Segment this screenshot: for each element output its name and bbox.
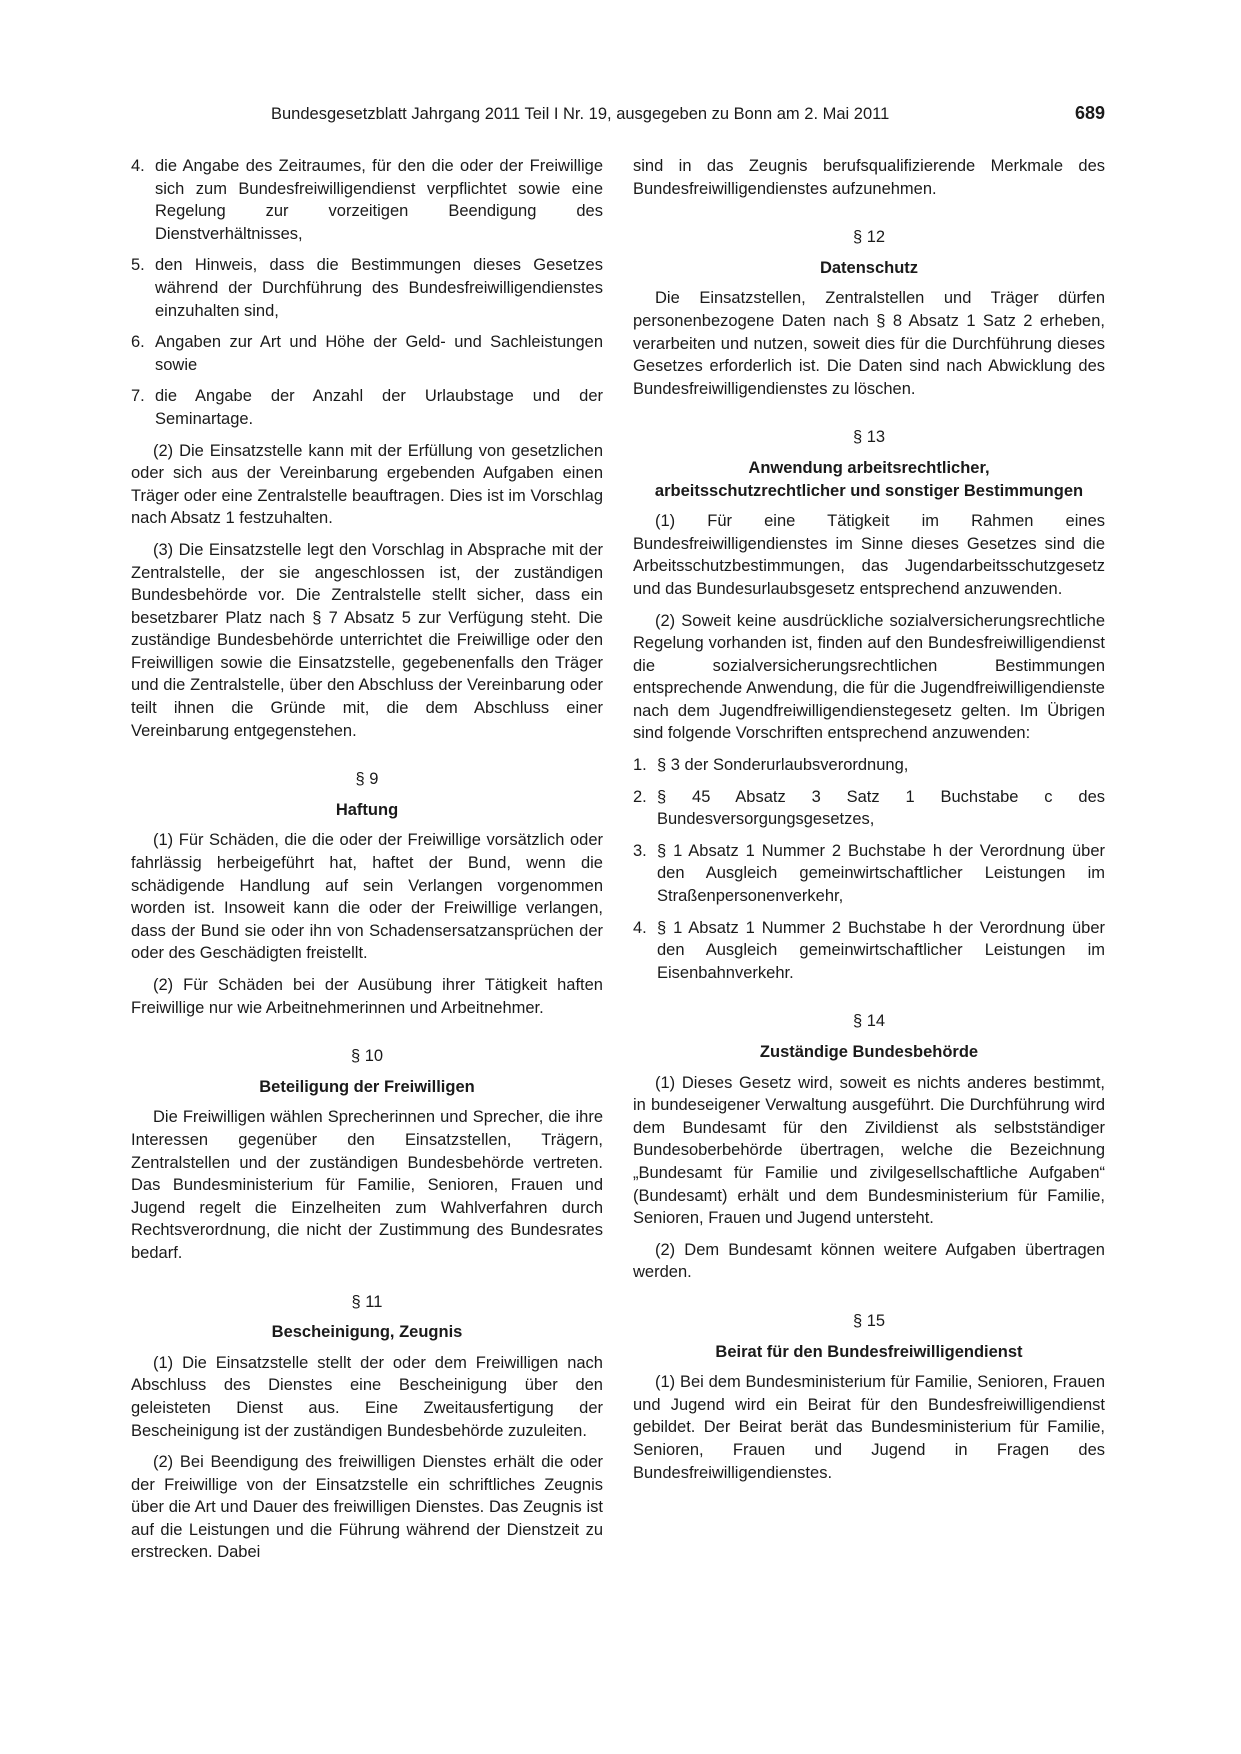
- paragraph: (2) Für Schäden bei der Ausübung ihrer Tätigkeit haften Freiwillige nur wie Arbeitnehmerinnen und Arbeitnehmer.: [131, 976, 603, 1017]
- paragraph: (1) Dieses Gesetz wird, soweit es nichts anderes bestimmt, in bundeseigener Verwaltung ausgeführt. Die Durchführung wird dem Bundesamt für den Zivildienst als selbstständiger Bundesoberbehörde übertragen, welche die Bezeichnung „Bundesamt für Familie und zivilgesellschaftliche Aufgaben“ (Bundesamt) erhält und dem Bundesministerium für Familie, Senioren, Frauen und Jugend untersteht.: [633, 1073, 1105, 1228]
- list-item: [131, 254, 603, 322]
- list-number: 1.: [633, 756, 647, 775]
- paragraph: (2) Bei Beendigung des freiwilligen Dienstes erhält die oder der Freiwillige von der Einsatzstelle ein schriftliches Zeugnis über die Art und Dauer des freiwilligen Dienstes. Das Zeugnis ist auf die Leistungen und die Führung während der Dienstzeit zu erstrecken. Dabei: [131, 1453, 603, 1562]
- paragraph-continuation: sind in das Zeugnis berufsqualifizierende Merkmale des Bundesfreiwilligendienstes aufzunehmen.: [633, 157, 1105, 198]
- list-item: [633, 754, 1105, 777]
- list-text: § 3 der Sonderurlaubsverordnung,: [657, 756, 909, 775]
- page-header: [131, 101, 1105, 127]
- section-title: Beteiligung der Freiwilligen: [259, 1077, 475, 1096]
- paragraph: (1) Bei dem Bundesministerium für Familie, Senioren, Frauen und Jugend wird ein Beirat für den Bundesfreiwilligendienst gebildet. Der Beirat berät das Bundesministerium für Familie, Senioren, Frauen und Jugend in Fragen des Bundesfreiwilligendienstes.: [633, 1373, 1105, 1482]
- list-number: 3.: [633, 841, 647, 860]
- list-text: die Angabe des Zeitraumes, für den die oder der Freiwillige sich zum Bundesfreiwilligendienst verpflichtet sowie eine Regelung zur vorzeitigen Beendigung des Dienstverhältnisses,: [155, 157, 603, 243]
- list-number: 4.: [131, 157, 145, 175]
- list-number: 6.: [131, 333, 145, 352]
- list-item: [633, 840, 1105, 908]
- list-item: [131, 385, 603, 430]
- paragraph: (1) Die Einsatzstelle stellt der oder dem Freiwilligen nach Abschluss des Dienstes eine Bescheinigung über den geleisteten Dienst aus. Eine Zweitausfertigung der Bescheinigung ist der zuständigen Bundesbehörde zuzuleiten.: [131, 1353, 603, 1440]
- list-item: [131, 331, 603, 376]
- section-title: [633, 457, 1105, 502]
- section-number: § 9: [355, 770, 379, 789]
- paragraph: (1) Für Schäden, die die oder der Freiwillige vorsätzlich oder fahrlässig herbeigeführt hat, haftet der Bund, wenn die schädigende Handlung auf sein Verlangen vorgenommen worden ist. Insoweit kann die oder der Freiwillige verlangen, dass der Bund sie oder ihn von Schadensersatzansprüchen der oder des Geschädigten freistellt.: [131, 831, 603, 963]
- paragraph: Die Einsatzstellen, Zentralstellen und Träger dürfen personenbezogene Daten nach § 8 Absatz 1 Satz 2 erheben, verarbeiten und nutzen, soweit dies für die Durchführung dieses Gesetzes erforderlich ist. Die Daten sind nach Abwicklung des Bundesfreiwilligendienstes zu löschen.: [633, 289, 1105, 398]
- section-title: Bescheinigung, Zeugnis: [271, 1323, 463, 1342]
- list-text: § 1 Absatz 1 Nummer 2 Buchstabe h der Verordnung über den Ausgleich gemeinwirtschaftlicher Leistungen im Straßenpersonenverkehr,: [657, 841, 1105, 906]
- section-title-line: Anwendung arbeitsrechtlicher,: [748, 458, 990, 477]
- paragraph: (1) Für eine Tätigkeit im Rahmen eines Bundesfreiwilligendienstes im Sinne dieses Gesetzes sind die Arbeitsschutzbestimmungen, das Jugendarbeitsschutzgesetz und das Bundesurlaubsgesetz entsprechend anzuwenden.: [633, 512, 1105, 598]
- paragraph: (3) Die Einsatzstelle legt den Vorschlag in Absprache mit der Zentralstelle, der sie angeschlossen ist, der zuständigen Bundesbehörde vor. Die Zentralstelle stellt sicher, dass ein besetzbarer Platz nach § 7 Absatz 5 zur Verfügung steht. Die zuständige Bundesbehörde unterrichtet die Freiwillige oder den Freiwilligen sowie die Einsatzstelle, gegebenenfalls den Träger und die Zentralstelle, über den Abschluss der Vereinbarung oder teilt ihnen die Gründe mit, die dem Abschluss einer Vereinbarung entgegenstehen.: [131, 540, 603, 740]
- section-number: § 12: [852, 228, 886, 247]
- section-title: Beirat für den Bundesfreiwilligendienst: [715, 1342, 1023, 1361]
- paragraph: (2) Die Einsatzstelle kann mit der Erfüllung von gesetzlichen oder sich aus der Vereinbarung ergebenden Aufgaben einen Träger oder eine Zentralstelle beauftragen. Dies ist im Vorschlag nach Absatz 1 festzuhalten.: [131, 441, 603, 528]
- header-title: Bundesgesetzblatt Jahrgang 2011 Teil I Nr. 19, ausgegeben zu Bonn am 2. Mai 2011: [271, 105, 890, 123]
- section-title: Haftung: [335, 800, 399, 819]
- section-title-line: arbeitsschutzrechtlicher und sonstiger Bestimmungen: [654, 481, 1084, 500]
- section-number: § 15: [852, 1311, 886, 1330]
- list-text: § 45 Absatz 3 Satz 1 Buchstabe c des Bundesversorgungsgesetzes,: [657, 787, 1105, 829]
- section-title: Zuständige Bundesbehörde: [759, 1043, 979, 1061]
- list-text: den Hinweis, dass die Bestimmungen dieses Gesetzes während der Durchführung des Bundesfreiwilligendienstes einzuhalten sind,: [155, 256, 603, 320]
- list-number: 7.: [131, 387, 145, 406]
- left-column: [131, 155, 603, 1573]
- list-item: [131, 155, 603, 245]
- paragraph: (2) Dem Bundesamt können weitere Aufgaben übertragen werden.: [633, 1240, 1105, 1282]
- list-text: Angaben zur Art und Höhe der Geld- und Sachleistungen sowie: [155, 333, 603, 374]
- list-text: § 1 Absatz 1 Nummer 2 Buchstabe h der Verordnung über den Ausgleich gemeinwirtschaftlicher Leistungen im Eisenbahnverkehr.: [657, 918, 1105, 982]
- section-number: § 13: [852, 428, 886, 447]
- section-number: § 10: [350, 1047, 384, 1066]
- list-text: die Angabe der Anzahl der Urlaubstage und der Seminartage.: [155, 387, 603, 428]
- list-number: 2.: [633, 787, 647, 806]
- right-column: [633, 155, 1105, 1493]
- section-number: § 14: [852, 1012, 886, 1031]
- page-number: 689: [1074, 103, 1105, 123]
- list-item: [633, 786, 1105, 831]
- section-number: § 11: [351, 1292, 383, 1311]
- list-item: [633, 917, 1105, 985]
- list-number: 5.: [131, 256, 145, 275]
- list-number: 4.: [633, 918, 647, 937]
- paragraph: (2) Soweit keine ausdrückliche sozialversicherungsrechtliche Regelung vorhanden ist, finden auf den Bundesfreiwilligendienst die sozialversicherungsrechtlichen Bestimmungen entsprechende Anwendung, die für die Jugendfreiwilligendienste nach dem Jugendfreiwilligendienstegesetz gelten. Im Übrigen sind folgende Vorschriften entsprechend anzuwenden:: [633, 611, 1105, 743]
- paragraph: Die Freiwilligen wählen Sprecherinnen und Sprecher, die ihre Interessen gegenüber den Einsatzstellen, Trägern, Zentralstellen und der zuständigen Bundesbehörde vertreten. Das Bundesministerium für Familie, Senioren, Frauen und Jugend regelt die Einzelheiten zum Wahlverfahren durch Rechtsverordnung, die nicht der Zustimmung des Bundesrates bedarf.: [131, 1108, 603, 1262]
- section-title: Datenschutz: [819, 258, 919, 277]
